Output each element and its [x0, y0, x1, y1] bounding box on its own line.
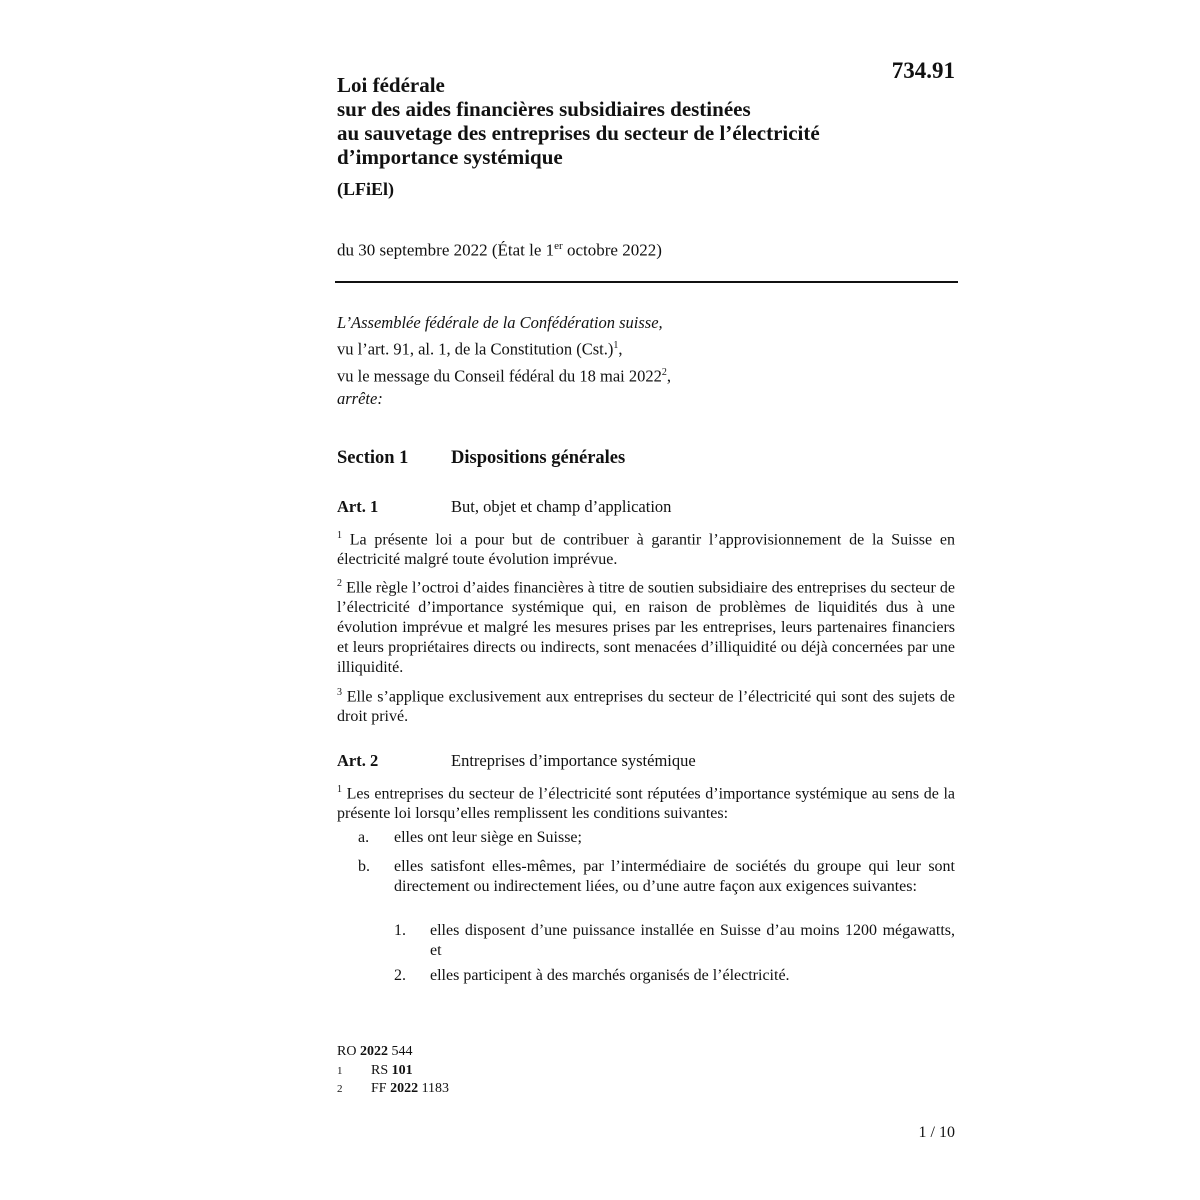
preamble-constitution-text: vu l’art. 91, al. 1, de la Constitution (Cst.) [337, 339, 614, 359]
article-1-paragraph-2 [337, 574, 955, 678]
preamble-message-text: vu le message du Conseil fédéral du 18 mai 2022 [337, 366, 662, 385]
list-label: b. [358, 858, 370, 875]
paragraph-number: 3 [337, 687, 342, 698]
article-1-heading [337, 497, 671, 517]
article-title: But, objet et champ d’application [451, 497, 672, 516]
list-text: elles ont leur siège en Suisse; [394, 829, 582, 846]
title-line: Loi fédérale [337, 73, 445, 97]
page-number: 1 / 10 [918, 1124, 955, 1141]
law-abbreviation: (LFiEl) [337, 179, 394, 199]
footnote-bold[interactable]: 101 [391, 1063, 413, 1078]
list-label: 1. [394, 922, 406, 939]
ro-prefix: RO [337, 1044, 360, 1059]
section-title: Dispositions générales [451, 448, 626, 468]
list-text: elles disposent d’une puissance installée en Suisse d’au moins 1200 mégawatts, et [430, 922, 955, 959]
list-label: 2. [394, 967, 406, 984]
title-line: au sauvetage des entreprises du secteur de l’électricité [337, 121, 820, 145]
list-text: elles participent à des marchés organisés de l’électricité. [430, 967, 790, 984]
punct: , [666, 366, 672, 385]
article-1-paragraph-1 [337, 526, 955, 570]
preamble-assembly: L’Assemblée fédérale de la Confédération suisse, [337, 313, 663, 332]
article-1-paragraph-3 [337, 683, 955, 727]
footnote-number: 2 [337, 1083, 343, 1095]
paragraph-text: Elle règle l’octroi d’aides financières à titre de soutien subsidiaire des entreprises du secteur de l’électricité d’importance systémique qui, en raison de problèmes de liquidités dus à une évolution imprévue et malgré les mesures prises par les entreprises, leurs partenaires financiers et leurs propriétaires directs ou indirects, sont menacées d’illiquidité ou déjà concernées par une illiquidité. [337, 579, 955, 677]
punct: , [618, 339, 623, 359]
title-line: d’importance systémique [337, 145, 563, 169]
footnote-ref-1[interactable]: 1 [613, 340, 619, 351]
preamble-constitution [337, 336, 957, 360]
article-number: Art. 2 [337, 751, 379, 770]
article-2-heading [337, 751, 696, 771]
list-label: a. [358, 829, 370, 846]
paragraph-text: Les entreprises du secteur de l’électricité sont réputées d’importance systémique au sens de la présente loi lorsqu’elles remplissent les conditions suivantes: [337, 785, 955, 823]
footnote-number: 1 [337, 1065, 343, 1077]
preamble [337, 313, 957, 412]
section-number: Section 1 [337, 448, 409, 468]
footnote-1 [337, 1063, 413, 1079]
law-date [337, 240, 662, 261]
list-text: elles satisfont elles-mêmes, par l’intermédiaire de sociétés du groupe qui leur sont directement ou indirectement liées, ou d’une autre façon aux exigences suivantes: [394, 858, 955, 895]
article-number: Art. 1 [337, 497, 379, 516]
paragraph-text: La présente loi a pour but de contribuer à garantir l’approvisionnement de la Suisse en électricité malgré toute évolution imprévue. [337, 531, 955, 569]
paragraph-number: 1 [337, 784, 342, 795]
date-sup: er [554, 240, 563, 252]
ro-year: 2022 [359, 1044, 388, 1059]
paragraph-number: 1 [337, 530, 342, 541]
ro-page: 544 [387, 1044, 413, 1059]
footnote-suffix[interactable]: 1183 [418, 1081, 450, 1096]
preamble-decree: arrête: [337, 389, 383, 408]
header-divider [335, 281, 958, 283]
date-suffix: octobre 2022) [562, 240, 662, 260]
footnote-bold[interactable]: 2022 [390, 1081, 419, 1096]
law-title [337, 73, 937, 169]
paragraph-text: Elle s’applique exclusivement aux entreprises du secteur de l’électricité qui sont des sujets de droit privé. [337, 688, 955, 726]
footnote-ref-2[interactable]: 2 [661, 366, 667, 378]
date-prefix: du 30 septembre 2022 (État le 1 [337, 240, 555, 260]
section-heading [337, 448, 625, 469]
title-line: sur des aides financières subsidiaires destinées [337, 97, 751, 121]
article-title: Entreprises d’importance systémique [451, 751, 696, 770]
paragraph-number: 2 [337, 578, 342, 589]
sr-number: 734.91 [891, 58, 955, 83]
footnote-2 [337, 1081, 449, 1097]
official-compilation-ref [337, 1044, 412, 1060]
preamble-message [337, 363, 957, 387]
article-2-paragraph-1 [337, 780, 955, 824]
footnote-prefix[interactable]: RS [371, 1063, 392, 1078]
footnote-prefix[interactable]: FF [371, 1081, 391, 1096]
